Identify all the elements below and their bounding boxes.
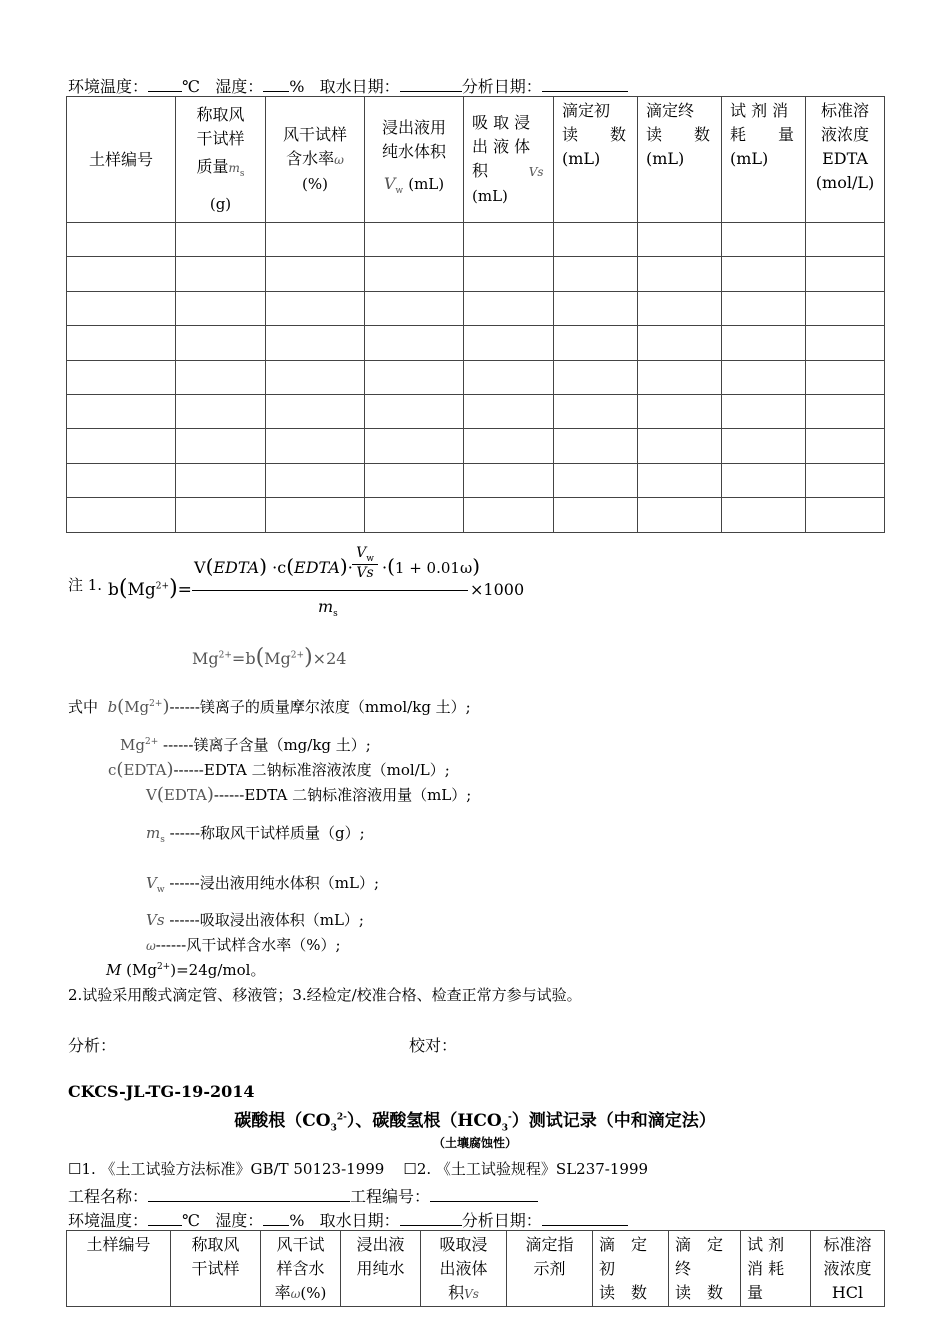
note-2: 2.试验采用酸式滴定管、移液管；3.经检定/校准合格、检查正常方参与试验。 xyxy=(68,986,582,1004)
table-cell[interactable] xyxy=(266,429,365,463)
table-cell[interactable] xyxy=(176,223,266,257)
table-cell[interactable] xyxy=(722,257,806,291)
formula-vw-over-vs: $V_w$ Vs xyxy=(352,545,378,581)
doc-subtitle: （土壤腐蚀性） xyxy=(432,1136,517,1150)
project-no-blank[interactable] xyxy=(430,1187,538,1202)
table-cell[interactable] xyxy=(67,498,176,532)
legend-v: V(EDTA)------EDTA 二钠标准溶液用量（mL）; xyxy=(146,784,472,805)
table-cell[interactable] xyxy=(67,429,176,463)
sample-date-blank-2[interactable] xyxy=(400,1211,462,1226)
t2-col-initial: 滴 定 初 读 数 xyxy=(593,1231,669,1307)
project-no-label: 工程编号： xyxy=(350,1187,431,1206)
legend-b: 式中 $b(Mg^{2+})------$镁离子的质量摩尔浓度（mmol/kg 土）; xyxy=(68,696,471,717)
analysis-date-blank-2[interactable] xyxy=(542,1211,628,1226)
table-cell[interactable] xyxy=(638,360,722,394)
env-line-2: 环境温度： ℃ 湿度： % 取水日期： 分析日期： xyxy=(68,1208,628,1231)
standards-line xyxy=(68,1158,648,1179)
table-cell[interactable] xyxy=(67,394,176,428)
table-cell[interactable] xyxy=(67,326,176,360)
table-cell[interactable] xyxy=(638,291,722,325)
table-cell[interactable] xyxy=(464,257,554,291)
table-cell[interactable] xyxy=(176,257,266,291)
col-reagent-use: 试 剂 消 耗 量 (mL) xyxy=(722,97,806,223)
project-name-blank[interactable] xyxy=(148,1187,350,1202)
table2-header-row xyxy=(67,1231,885,1307)
table-cell[interactable] xyxy=(722,326,806,360)
table-cell[interactable] xyxy=(365,498,464,532)
table-cell[interactable] xyxy=(722,463,806,497)
table-cell[interactable] xyxy=(554,360,638,394)
t2-col-indicator: 滴定指 示剂 xyxy=(507,1231,593,1307)
table-cell[interactable] xyxy=(67,291,176,325)
table-cell[interactable] xyxy=(638,498,722,532)
table-cell[interactable] xyxy=(464,223,554,257)
doc-title: 碳酸根$(CO_3^{2-})$、碳酸氢根$(HCO_3^-)$测试记录（中和滴定法） xyxy=(234,1111,716,1134)
table-cell[interactable] xyxy=(464,360,554,394)
table-cell[interactable] xyxy=(638,429,722,463)
table-cell[interactable] xyxy=(722,429,806,463)
analysis-date-label: 分析日期： xyxy=(461,77,542,96)
table-cell[interactable] xyxy=(365,326,464,360)
table-cell[interactable] xyxy=(67,223,176,257)
table-cell[interactable] xyxy=(464,394,554,428)
formula-denominator: $m_s$ xyxy=(318,597,338,620)
formula-numerator: V(EDTA) ·c(EDTA)· xyxy=(194,554,353,578)
table-cell[interactable] xyxy=(554,429,638,463)
table-body xyxy=(67,223,885,533)
col-std-conc: 标准溶 液浓度 EDTA (mol/L) xyxy=(806,97,885,223)
table-cell[interactable] xyxy=(554,291,638,325)
humidity-unit: % xyxy=(289,77,305,96)
col-mass: 称取风 干试样 质量$m_s$ (g) xyxy=(176,97,266,223)
table-cell[interactable] xyxy=(638,394,722,428)
formula-mg-content: $Mg^{2+}=b(Mg^{2+})\times 24$ xyxy=(192,645,347,670)
table-cell[interactable] xyxy=(638,223,722,257)
col-initial-reading: 滴定初 读 数 (mL) xyxy=(554,97,638,223)
col-absorb-volume: 吸 取 浸 出 液 体 积 Vs (mL) xyxy=(464,97,554,223)
table-cell[interactable] xyxy=(722,394,806,428)
table-cell[interactable] xyxy=(365,394,464,428)
table-cell[interactable] xyxy=(554,463,638,497)
standard-2-checkbox[interactable]: ☐2. 《土工试验规程》SL237-1999 xyxy=(403,1160,649,1178)
legend-ms: $m_s$ ------称取风干试样质量（g）; xyxy=(146,824,365,845)
legend-molar-mass: M $(Mg^{2+})=24g$/mol。 xyxy=(106,961,266,979)
analysis-sign-label: 分析： xyxy=(68,1036,117,1055)
table-cell[interactable] xyxy=(365,360,464,394)
env-line-1 xyxy=(68,74,628,97)
table-cell[interactable] xyxy=(176,291,266,325)
humidity-label: 湿度： xyxy=(215,77,264,96)
table-cell[interactable] xyxy=(722,223,806,257)
temp-unit: ℃ xyxy=(182,77,200,96)
table-cell[interactable] xyxy=(638,463,722,497)
table-cell[interactable] xyxy=(554,223,638,257)
table-row xyxy=(67,498,885,532)
table-cell[interactable] xyxy=(266,291,365,325)
table-cell[interactable] xyxy=(638,326,722,360)
project-line xyxy=(68,1184,538,1207)
table-row xyxy=(67,394,885,428)
legend-c: c(EDTA)------EDTA 二钠标准溶液浓度（mol/L）; xyxy=(108,759,450,780)
t2-col-std-conc: 标准溶 液浓度 HCl xyxy=(811,1231,885,1307)
carbonate-record-table xyxy=(66,1230,885,1307)
table-cell[interactable] xyxy=(266,257,365,291)
t2-col-reagent-use: 试 剂 消 耗 量 xyxy=(741,1231,811,1307)
table-cell[interactable] xyxy=(365,463,464,497)
humidity-blank[interactable] xyxy=(263,77,289,92)
table-cell[interactable] xyxy=(176,326,266,360)
table-cell[interactable] xyxy=(176,498,266,532)
legend-mg: $Mg^{2+}$ ------镁离子含量（mg/kg 土）; xyxy=(120,736,371,754)
temp-blank-2[interactable] xyxy=(148,1211,182,1226)
sample-date-blank[interactable] xyxy=(400,77,462,92)
table-row xyxy=(67,429,885,463)
table-cell[interactable] xyxy=(806,360,885,394)
temp-label: 环境温度： xyxy=(68,77,149,96)
table-cell[interactable] xyxy=(67,463,176,497)
temp-blank[interactable] xyxy=(148,77,182,92)
table-cell[interactable] xyxy=(806,291,885,325)
table-cell[interactable] xyxy=(554,326,638,360)
standard-1-checkbox[interactable]: ☐1. 《土工试验方法标准》GB/T 50123-1999 xyxy=(68,1160,385,1178)
table-cell[interactable] xyxy=(806,223,885,257)
t2-col-final: 滴 定 终 读 数 xyxy=(669,1231,741,1307)
table-cell[interactable] xyxy=(266,360,365,394)
table-cell[interactable] xyxy=(722,498,806,532)
formula-fraction-line xyxy=(192,590,468,591)
formula-times-1000: ×1000 xyxy=(470,580,525,599)
table-cell[interactable] xyxy=(266,223,365,257)
table-cell[interactable] xyxy=(464,429,554,463)
table-cell[interactable] xyxy=(365,291,464,325)
table-cell[interactable] xyxy=(554,498,638,532)
t2-col-sample-no: 土样编号 xyxy=(67,1231,171,1307)
doc-code: CKCS-JL-TG-19-2014 xyxy=(68,1082,255,1101)
t2-col-mass: 称取风 干试样 xyxy=(171,1231,261,1307)
table-header-row xyxy=(67,97,885,223)
t2-col-moisture: 风干试 样含水 率ω(%) xyxy=(261,1231,341,1307)
table-cell[interactable] xyxy=(266,326,365,360)
table-row xyxy=(67,360,885,394)
col-water-volume: 浸出液用 纯水体积 $V_w$ (mL) xyxy=(365,97,464,223)
legend-vs: Vs ------吸取浸出液体积（mL）; xyxy=(146,911,364,929)
analysis-date-blank[interactable] xyxy=(542,77,628,92)
table-cell[interactable] xyxy=(365,429,464,463)
table-cell[interactable] xyxy=(365,257,464,291)
table-cell[interactable] xyxy=(806,463,885,497)
table-cell[interactable] xyxy=(806,326,885,360)
table-cell[interactable] xyxy=(176,394,266,428)
table-row xyxy=(67,326,885,360)
table-cell[interactable] xyxy=(722,360,806,394)
project-name-label: 工程名称： xyxy=(68,1187,149,1206)
table-cell[interactable] xyxy=(806,257,885,291)
legend-omega: ω------风干试样含水率（%）; xyxy=(146,936,341,954)
table-cell[interactable] xyxy=(365,223,464,257)
table-cell[interactable] xyxy=(266,394,365,428)
table-cell[interactable] xyxy=(266,463,365,497)
sample-date-label: 取水日期： xyxy=(319,77,400,96)
formula-paren-expr: ·(1 + 0.01ω) xyxy=(382,554,480,578)
table-cell[interactable] xyxy=(464,326,554,360)
t2-col-water: 浸出液 用纯水 xyxy=(341,1231,421,1307)
table-cell[interactable] xyxy=(176,360,266,394)
table-cell[interactable] xyxy=(806,498,885,532)
table-cell[interactable] xyxy=(722,291,806,325)
table-row xyxy=(67,257,885,291)
formula-lhs: $b(Mg^{2+})=$ xyxy=(108,576,192,601)
table-cell[interactable] xyxy=(638,257,722,291)
check-sign-label: 校对： xyxy=(409,1036,458,1055)
table-cell[interactable] xyxy=(67,257,176,291)
table-cell[interactable] xyxy=(266,498,365,532)
table-row xyxy=(67,223,885,257)
table-cell[interactable] xyxy=(464,498,554,532)
table-cell[interactable] xyxy=(176,463,266,497)
table-cell[interactable] xyxy=(806,429,885,463)
legend-vw: $V_w$ ------浸出液用纯水体积（mL）; xyxy=(146,874,379,895)
col-moisture: 风干试样 含水率ω (%) xyxy=(266,97,365,223)
table-row xyxy=(67,463,885,497)
mg-record-table xyxy=(66,96,885,533)
table-cell[interactable] xyxy=(554,394,638,428)
table-cell[interactable] xyxy=(464,291,554,325)
t2-col-absorb: 吸取浸 出液体 积Vs xyxy=(421,1231,507,1307)
col-final-reading: 滴定终 读 数 (mL) xyxy=(638,97,722,223)
table-cell[interactable] xyxy=(464,463,554,497)
humidity-blank-2[interactable] xyxy=(263,1211,289,1226)
note-1-label: 注 1. xyxy=(68,576,103,594)
table-row xyxy=(67,291,885,325)
table-cell[interactable] xyxy=(176,429,266,463)
table-cell[interactable] xyxy=(554,257,638,291)
table-cell[interactable] xyxy=(67,360,176,394)
table-cell[interactable] xyxy=(806,394,885,428)
col-sample-no: 土样编号 xyxy=(67,97,176,223)
